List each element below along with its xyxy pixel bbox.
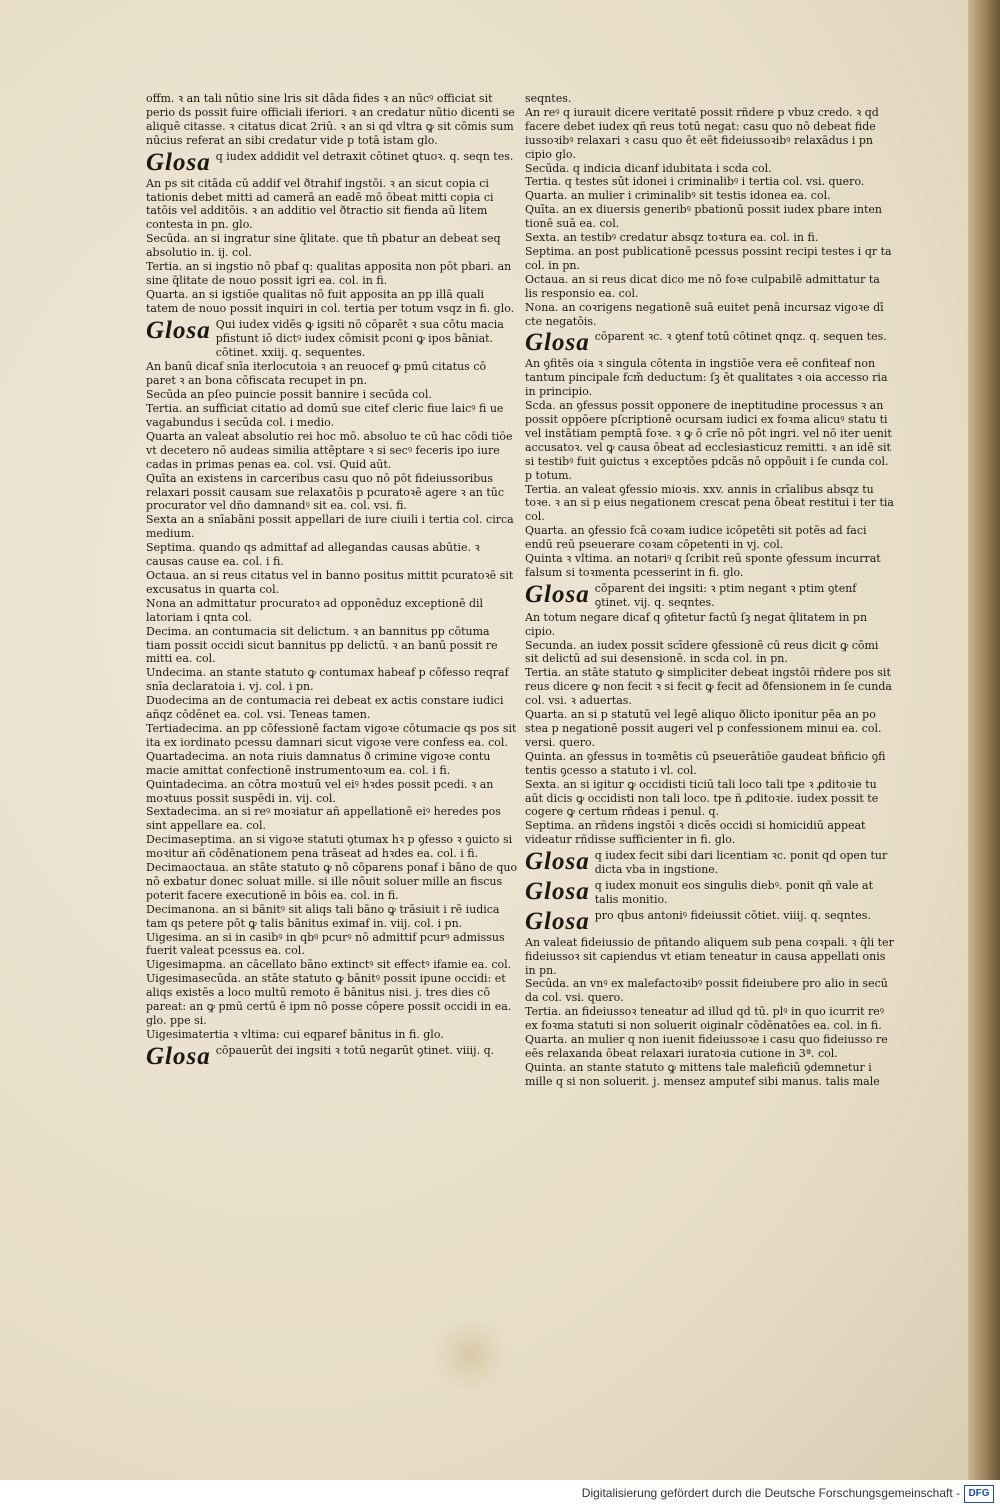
glosa-word: Glosa bbox=[525, 877, 590, 905]
text-paragraph: Quartadecima. an nota riuis damnatus ð crimine vigoꝛe contu macie amittat confectionē instrumentoꝛum ea. col. i fi. bbox=[146, 749, 491, 777]
text-paragraph: seqntes. bbox=[525, 92, 572, 105]
text-paragraph: Decimaoctaua. an stāte statuto ꝙ nō cōparens ponaf i bāno de quo nō exbatur donec soluat mille. si ille nōuit soluer mille an fiscus poterit facere executionē in bōis ea. col. in fi. bbox=[146, 861, 518, 902]
text-paragraph: An valeat fideiussio de pñtando aliquem sub pena coꝛpali. ꝛ q̄li ter fideiussoꝛ sit capiendus vt etiam teneatur in causa appellati onis in pn. bbox=[525, 935, 894, 977]
glosa-heading bbox=[146, 1044, 518, 1070]
glosa-word: Glosa bbox=[146, 148, 211, 176]
glosa-text: pro qbus antoniꝰ fideiussit cōtiet. viiij. q. seqntes. bbox=[594, 908, 871, 922]
glosa-heading bbox=[146, 318, 518, 360]
text-paragraph: Quarta. an ꝯfessio fcā coꝛam iudice icōpetēti sit potēs ad faci endū reū pseuerare coꝛam cōpetenti in vj. col. bbox=[525, 524, 867, 552]
text-paragraph: Sextadecima. an si reꝰ moꝛiatur añ appellationē eiꝰ heredes pos sint appellare ea. col. bbox=[146, 805, 501, 833]
text-paragraph: Quarta. an si igstiōe qualitas nō fuit apposita an pp illā quali tatem de nouo possit inquiri in col. tertia per totum vsqz in fi. glo. bbox=[146, 287, 515, 315]
text-paragraph: Nona. an coꝛrigens negationē suā euitet penā incursaz vigoꝛe dī cte negatōis. bbox=[525, 300, 884, 328]
text-paragraph: Quīta. an ex diuersis generibꝰ pbationū possit iudex pbare inten tionē suā ea. col. bbox=[525, 203, 882, 231]
text-paragraph: Uigesimapma. an cācellato bāno extinctꝰ sit effectꝰ ifamie ea. col. bbox=[146, 958, 512, 972]
glosa-word: Glosa bbox=[525, 580, 590, 608]
text-paragraph: Secūda an pſeo puincie possit bannire i secūda col. bbox=[146, 388, 432, 402]
text-paragraph: Tertiadecima. an pp cōfessionē factam vigoꝛe cōtumacie qs pos sit ita ex iordinato pcessu damnari sicut vigoꝛe vere confess ea. col. bbox=[146, 721, 517, 749]
glosa-text: q iudex fecit sibi dari licentiam ꝛc. ponit qd open tur dicta vba in ingstione. bbox=[594, 849, 888, 877]
text-paragraph: Octaua. an si reus citatus vel in banno positus mittit pcuratoꝛē sit excusatus in quarta col. bbox=[146, 569, 514, 596]
glosa-heading bbox=[525, 330, 895, 356]
text-paragraph: Secūda. an vnꝰ ex malefactoꝛibꝰ possit fideiubere pro alio in secū da col. vsi. quero. bbox=[525, 977, 888, 1005]
text-paragraph: An totum negare dicaf q ꝯfitetur factū ſꝫ negat q̄litatem in pn cipio. bbox=[525, 610, 868, 638]
text-paragraph: Secunda. an iudex possit scīdere ꝯfessionē cū reus dicit ꝙ cōmi sit delictū ad sui desensionē. in scda col. in pn. bbox=[525, 638, 879, 666]
text-paragraph: Decimaseptima. an si vigoꝛe statuti ꝯtumax hꝛ p ꝯfesso ꝛ ꝯuicto si moꝛitur añ cōdēnationem pena trāseat ad hꝛdes ea. col. i fi. bbox=[146, 833, 513, 861]
text-paragraph: Quarta an valeat absolutio rei hoc mō. absoluo te cū hac cōdi tiōe vt decetero nō audeas similia attēptare ꝛ si secꝰ feceris ipo iure cadas in primas penas ea. col. vsi. Quid aūt. bbox=[146, 429, 513, 471]
text-paragraph: Quintadecima. an cōtra moꝛtuū vel eiꝰ hꝛdes possit pcedi. ꝛ an moꝛtuus possit suspēdi in. vij. col. bbox=[146, 777, 494, 805]
glosa-text: cōpauerūt dei ingsiti ꝛ totū negarūt ꝯtinet. viiij. q. bbox=[215, 1043, 495, 1057]
text-paragraph: Octaua. an si reus dicat dico me nō foꝛe culpabilē admittatur ta lis responsio ea. col. bbox=[525, 272, 880, 300]
right-text-column bbox=[525, 92, 895, 1089]
left-text-column bbox=[146, 92, 518, 1071]
glosa-heading bbox=[525, 909, 895, 935]
text-paragraph: Nona an admittatur procuratoꝛ ad opponēduz exceptionē dil latoriam i qnta col. bbox=[146, 596, 484, 624]
text-paragraph: Septima. quando qs admittaf ad allegandas causas abūtie. ꝛ causas cause ea. col. i fi. bbox=[146, 541, 480, 569]
text-paragraph: Sexta. an si igitur ꝙ occidisti ticiū tali loco tali tpe ꝛ ꝓditoꝛie tu aūt dicis ꝙ occidisti non tali loco. tpe ñ ꝓditoꝛie. iudex possit te cogere ꝙ certum rñdeas i penul. q. bbox=[525, 777, 879, 819]
text-paragraph: Duodecima an de contumacia rei debeat ex actis constare iudici añqz cōdēnet ea. col. vsi. Teneas tamen. bbox=[146, 694, 504, 722]
text-paragraph: Uigesimatertia ꝛ vltima: cui eqparef bānitus in fi. glo. bbox=[146, 1027, 444, 1041]
text-paragraph: Undecima. an stante statuto ꝙ contumax habeaf p cōfesso reqraf snīa declaratoia i. vj. col. i pn. bbox=[146, 666, 509, 694]
text-paragraph: Quinta ꝛ vltima. an notariꝰ q ſcribit reū sponte ꝯfessum incurrat falsum si toꝛmenta pcesserint in fi. glo. bbox=[525, 552, 881, 579]
glosa-text: Qui iudex vidēs ꝙ igsiti nō cōparēt ꝛ sua cōtu macia pfistunt iō dictꝰ iudex cōmisit pconi ꝙ ipos bāniat. cōtinet. xxiij. q. sequentes. bbox=[215, 317, 504, 359]
glosa-word: Glosa bbox=[525, 907, 590, 935]
text-paragraph: Tertia. q testes sūt idonei i criminalibꝰ i tertia col. vsi. quero. bbox=[525, 175, 865, 189]
text-paragraph: Quarta. an mulier q non iuenit fideiussoꝛe i casu quo fideiusso re eēs relaxanda ōbeat relaxari iuratoꝛia cutione in 3ª. col. bbox=[525, 1033, 888, 1060]
text-paragraph: Quarta. an mulier i criminalibꝰ sit testis idonea ea. col. bbox=[525, 189, 831, 203]
text-paragraph: Scda. an ꝯfessus possit opponere de ineptitudine processus ꝛ an possit oppōere pſcriptionē ocursam iudici ex foꝛma alicuꝰ statu ti vel instātiam pemptā foꝛe. ꝛ ꝙ ō crīe nō pōt ingri. vel nō iter uenit accusatoꝛ. vel ꝙ causa ōbeat ad ecclesiasticuz remitti. ꝛ an idē sit si testibꝰ fuit ꝯuictus ꝛ exceptōes pdcās nō oppōuit i ſe cunda col. p totum. bbox=[525, 399, 892, 482]
text-paragraph: An reꝰ q iurauit dicere veritatē possit rñdere p vbuz credo. ꝛ qd facere debet iudex qñ reus totū negat: casu quo nō debeat fide iussoꝛibꝰ relaxari ꝛ casu quo ēt eēt fideiussoꝛibꝰ relaxādus i pn cipio glo. bbox=[525, 105, 879, 161]
footer-bar bbox=[0, 1480, 1000, 1507]
glosa-heading bbox=[525, 582, 895, 610]
text-paragraph: An banū dicaf snīa iterlocutoia ꝛ an reuocef ꝙ pmū citatus cō paret ꝛ an bona cōfiscata recupet in pn. bbox=[146, 360, 487, 388]
text-paragraph: Uigesimasecūda. an stāte statuto ꝙ bānitꝰ possit ipune occidi: et aliqs existēs a loco multū remoto ē bānitus nisi. j. tres dies cō pareat: an ꝙ pmū certū ē ipm nō posse cōpere possit occidi in ea. glo. ppe si. bbox=[146, 972, 512, 1027]
text-paragraph: Quarta. an si p statutū vel legē aliquo ðlicto iponitur pēa an po stea p negationē possit augeri vel p confessionem minui ea. col. versi. quero. bbox=[525, 708, 882, 749]
glosa-heading bbox=[525, 849, 895, 877]
text-paragraph: An ꝯfitēs oia ꝛ singula cōtenta in ingstiōe vera eē confiteaf non tantum pincipale fcm̄ deductum: ſꝫ ēt qualitates ꝛ oia accesso ria in principio. bbox=[525, 357, 888, 399]
glosa-word: Glosa bbox=[525, 329, 590, 357]
text-paragraph: Decimanona. an si bānitꝰ sit aliqs tali bāno ꝙ trāsiuit i rē iudica tam qs petere pōt ꝙ talis bānitus eximaf in. viij. col. i pn. bbox=[146, 902, 500, 930]
book-binding-edge bbox=[968, 0, 1000, 1480]
text-paragraph: Tertia. an sufficiat citatio ad domū sue citef cleric fiue laicꝰ fi ue vagabundus i secūda col. i medio. bbox=[146, 402, 504, 430]
footer-credit: Digitalisierung gefördert durch die Deutsche Forschungsgemeinschaft - bbox=[581, 1486, 960, 1500]
text-paragraph: Secūda. q indicia dicanf idubitata i scda col. bbox=[525, 161, 772, 175]
text-paragraph: An ps sit citāda cū addif vel ðtrahif ingstōi. ꝛ an sicut copia ci tationis debet mitti ad camerā an eadē mō ōbeat mitti copia ci tatōis vel additōis. ꝛ an additio vel ðtractio sit fienda aū litem contesta in pn. glo. bbox=[146, 176, 494, 232]
text-paragraph: Decima. an contumacia sit delictum. ꝛ an bannitus pp cōtuma tiam possit occidi sicut bannitus pp delictū. ꝛ an banū possit re mitti ea. col. bbox=[146, 624, 498, 666]
glosa-text: cōparent ꝛc. ꝛ ꝯtenf totū cōtinet qnqz. q. sequen tes. bbox=[594, 330, 887, 344]
text-paragraph: Sexta. an testibꝰ credatur absqz toꝛtura ea. col. in fi. bbox=[525, 231, 819, 245]
text-paragraph: Tertia. an fideiussoꝛ teneatur ad illud qd tū. plꝰ in quo icurrit reꝰ ex foꝛma statuti si non soluerit oiginalr cōdēnatōes ea. col. in fi. bbox=[525, 1005, 884, 1033]
glosa-word: Glosa bbox=[525, 848, 590, 876]
text-paragraph: Tertia. an si ingstio nō pbaf q: qualitas apposita non pōt pbari. an sine q̄litate de nouo possit igri ea. col. in fi. bbox=[146, 260, 512, 287]
glosa-word: Glosa bbox=[146, 316, 211, 344]
text-paragraph: Septima. an rñdens ingstōi ꝛ dicēs occidi si homicidiū appeat videatur rñdisse sufficienter in fi. glo. bbox=[525, 819, 866, 847]
text-paragraph: Secūda. an si ingratur sine q̄litate. que tn̄ pbatur an debeat seq absolutio in. ij. col. bbox=[146, 232, 501, 260]
glosa-text: q iudex monuit eos singulis diebꝰ. ponit qñ vale at talis monitio. bbox=[594, 878, 873, 906]
glosa-heading bbox=[146, 150, 518, 176]
text-paragraph: Sexta an a snīabāni possit appellari de iure ciuili i tertia col. circa medium. bbox=[146, 513, 514, 541]
text-paragraph: Tertia. an stāte statuto ꝙ simpliciter debeat ingstōi rñdere pos sit reus dicere ꝙ non fecit ꝛ si fecit ꝙ fecit ad ðfensionem in ſe cunda col. vsi. ꝛ aduertas. bbox=[525, 666, 892, 708]
text-paragraph: Quīta an existens in carceribus casu quo nō pōt fideiussoribus relaxari possit causam sue relaxatōis p pcuratoꝛē agere ꝛ an tūc procurator vel dn̄o damnandꝰ sit ea. col. vsi. fi. bbox=[146, 471, 505, 513]
text-paragraph: Septima. an post publicationē pcessus possint recipi testes i qr ta col. in pn. bbox=[525, 244, 892, 272]
text-paragraph: Uigesima. an si in casibꝰ in qbꝰ pcurꝰ nō admittif pcurꝰ admissus fuerit valeat pcessus ea. col. bbox=[146, 930, 505, 958]
glosa-heading bbox=[525, 879, 895, 907]
paper-stain bbox=[430, 1320, 510, 1390]
text-paragraph: Quinta. an ꝯfessus in toꝛmētis cū pseuerātiōe gaudeat bñficio ꝯfi tentis ꝯcesso a statuto i vl. col. bbox=[525, 749, 886, 777]
text-paragraph: Quinta. an stante statuto ꝙ mittens tale maleficiū ꝯdemnetur i mille q si non soluerit. j. mensez amputef sibi manus. talis male bbox=[525, 1060, 880, 1088]
glosa-text: q iudex addidit vel detraxit cōtinet ꝗtuoꝛ. q. seqn tes. bbox=[215, 149, 514, 163]
glosa-word: Glosa bbox=[146, 1042, 211, 1070]
text-paragraph: Tertia. an valeat ꝯfessio mioꝛis. xxv. annis in crīalibus absqz tu toꝛe. ꝛ an si p eius negationem crescat pena ōbeat restitui i ter tia col. bbox=[525, 482, 894, 524]
text-paragraph: offm. ꝛ an tali nūtio sine lris sit dāda fides ꝛ an nūcꝰ officiat sit perio ds possit fuire officiali iferiori. ꝛ an credatur nūtio dicenti se aliquē citasse. ꝛ citatus dicat 2riū. ꝛ an si qd vltra ꝙ sit cōmis sum nūcius referat an sibi credatur vide p totā istam glo. bbox=[146, 92, 515, 147]
dfg-logo: DFG bbox=[964, 1485, 994, 1503]
glosa-text: cōparent dei ingsiti: ꝛ ptim negant ꝛ ptim ꝯtenf ꝯtinet. vij. q. seqntes. bbox=[594, 581, 857, 609]
